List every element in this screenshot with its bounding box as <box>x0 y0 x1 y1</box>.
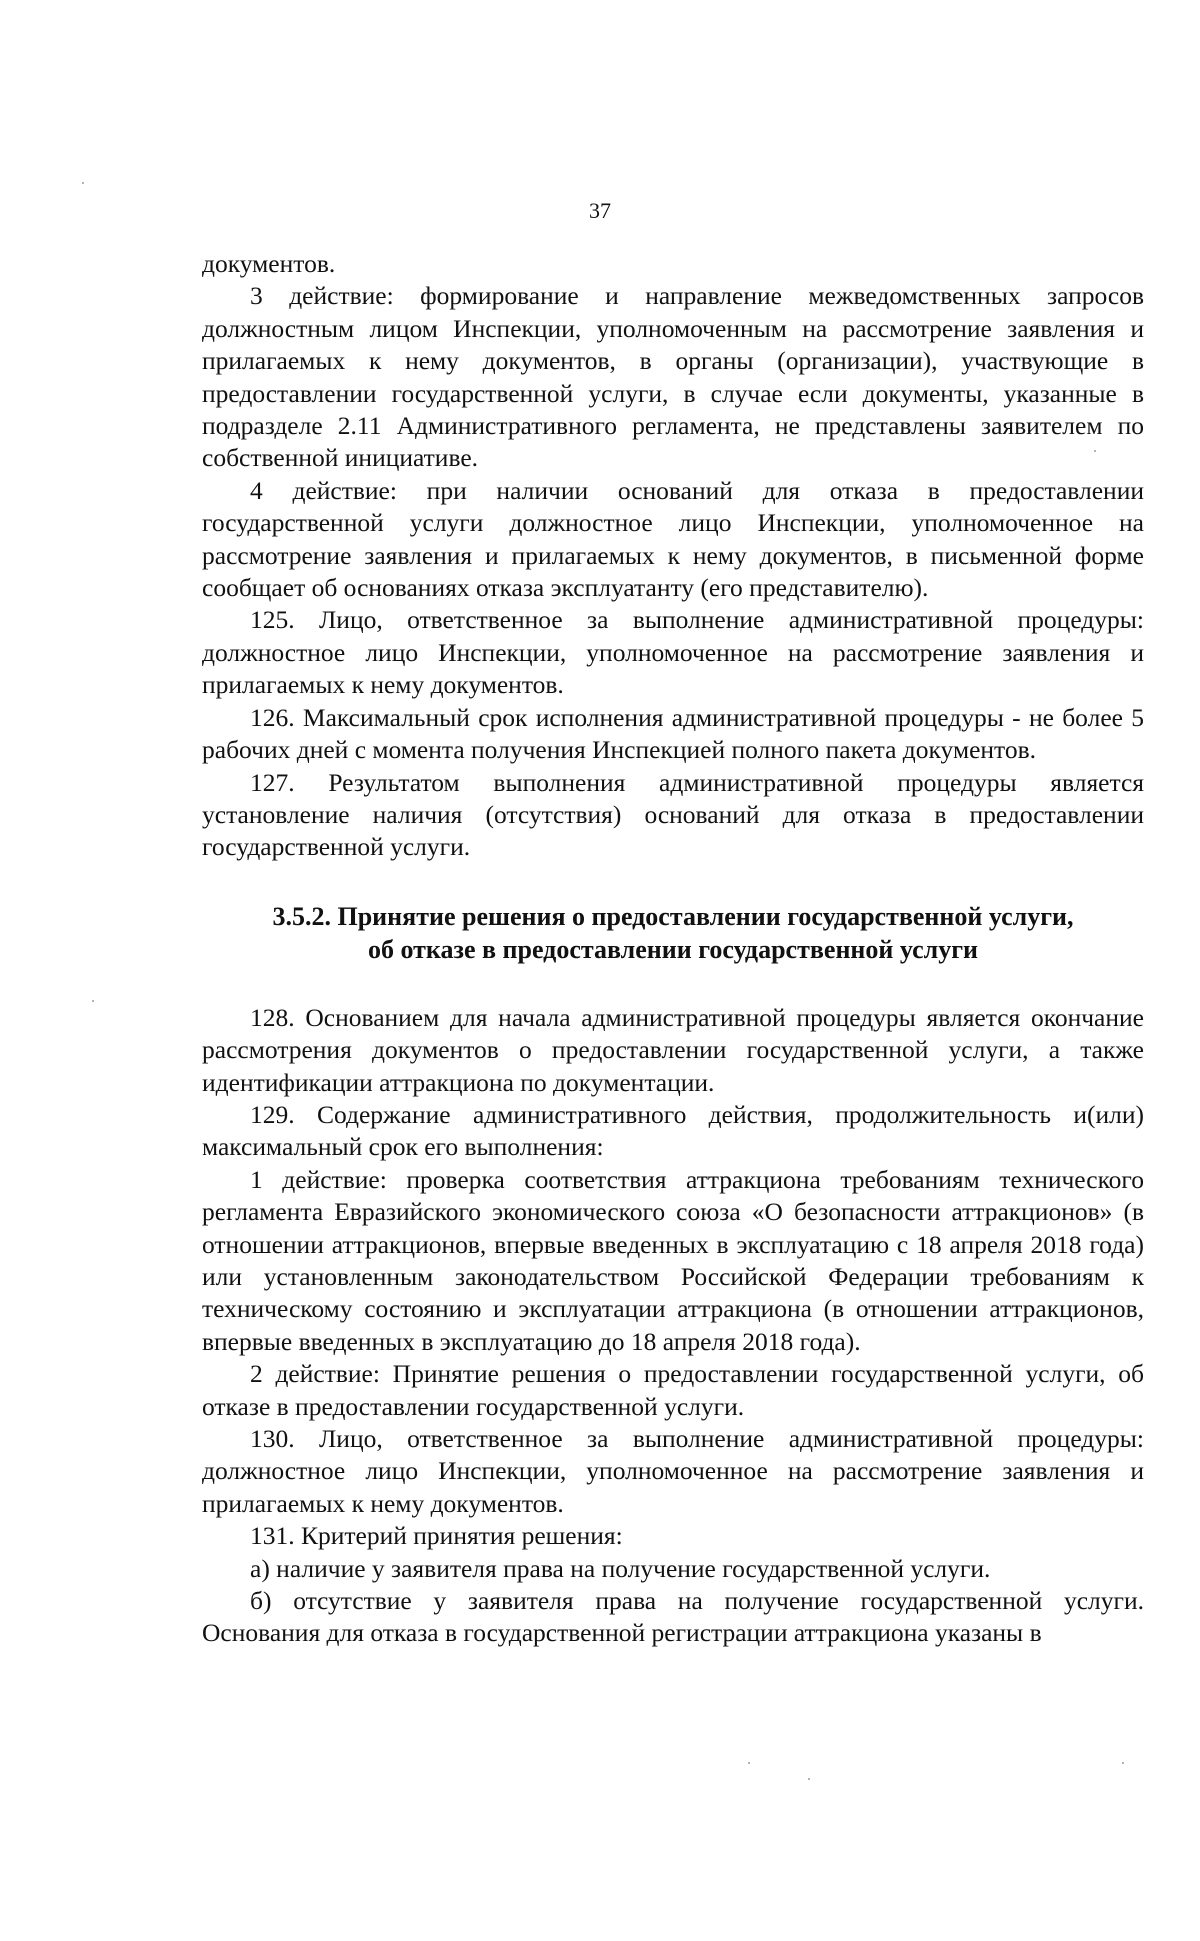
paragraph-131: 131. Критерий принятия решения: <box>250 1521 623 1551</box>
paragraph-continuation: документов. <box>202 249 336 278</box>
scan-speck <box>1094 450 1096 452</box>
scan-speck <box>92 1000 94 1002</box>
document-body <box>202 248 1144 1650</box>
paragraph-127: 127. Результатом выполнения административной процедуры является установление наличия (отсутствия) оснований для отказа в предоставлении государственной услуги. <box>202 767 1144 862</box>
page-number: 37 <box>589 198 611 223</box>
scan-speck <box>1122 1762 1124 1764</box>
scan-speck <box>748 1762 750 1764</box>
paragraph-128: 128. Основанием для начала административной процедуры является окончание рассмотрения документов о предоставлении государственной услуги, а также идентификации аттракциона по документации. <box>202 1002 1144 1097</box>
scan-speck <box>808 1778 810 1780</box>
paragraph-action-4: 4 действие: при наличии оснований для отказа в предоставлении государственной услуги должностное лицо Инспекции, уполномоченное на рассмотрение заявления и прилагаемых к нему документов, в письменной форме сообщает об основаниях отказа эксплуатанту (его представителю). <box>202 475 1144 603</box>
paragraph-action-3: 3 действие: формирование и направление межведомственных запросов должностным лицом Инспекции, уполномоченным на рассмотрение заявления и прилагаемых к нему документов, в органы (организации), участвующие в предоставлении государственной услуги, в случае если документы, указанные в подразделе 2.11 Административного регламента, не представлены заявителем по собственной инициативе. <box>202 281 1144 473</box>
paragraph-129: 129. Содержание административного действия, продолжительность и(или) максимальный срок его выполнения: <box>202 1099 1144 1162</box>
paragraph-125: 125. Лицо, ответственное за выполнение административной процедуры: должностное лицо Инспекции, уполномоченное на рассмотрение заявления и прилагаемых к нему документов. <box>202 605 1144 700</box>
paragraph-126: 126. Максимальный срок исполнения административной процедуры - не более 5 рабочих дней с момента получения Инспекцией полного пакета документов. <box>202 702 1144 765</box>
paragraph-131-b: б) отсутствие у заявителя права на получение государственной услуги. Основания для отказа в государственной регистрации аттракциона указаны в <box>202 1586 1144 1648</box>
paragraph-130: 130. Лицо, ответственное за выполнение административной процедуры: должностное лицо Инспекции, уполномоченное на рассмотрение заявления и прилагаемых к нему документов. <box>202 1424 1144 1518</box>
section-heading-line-2: об отказе в предоставлении государственной услуги <box>367 934 978 964</box>
section-heading <box>202 900 1144 966</box>
paragraph-131-a: а) наличие у заявителя права на получение государственной услуги. <box>250 1553 991 1583</box>
paragraph-action-1: 1 действие: проверка соответствия аттракциона требованиям технического регламента Евразийского экономического союза «О безопасности аттракционов» (в отношении аттракционов, впервые введенных в эксплуатацию с 18 апреля 2018 года) или установленным законодательством Российской Федерации требованиям к техническому состоянию и эксплуатации аттракциона (в отношении аттракционов, впервые введенных в эксплуатацию до 18 апреля 2018 года). <box>202 1164 1144 1356</box>
section-heading-line-1: 3.5.2. Принятие решения о предоставлении государственной услуги, <box>272 901 1074 931</box>
paragraph-action-2: 2 действие: Принятие решения о предоставлении государственной услуги, об отказе в предоставлении государственной услуги. <box>202 1359 1144 1421</box>
scan-speck <box>82 182 84 184</box>
